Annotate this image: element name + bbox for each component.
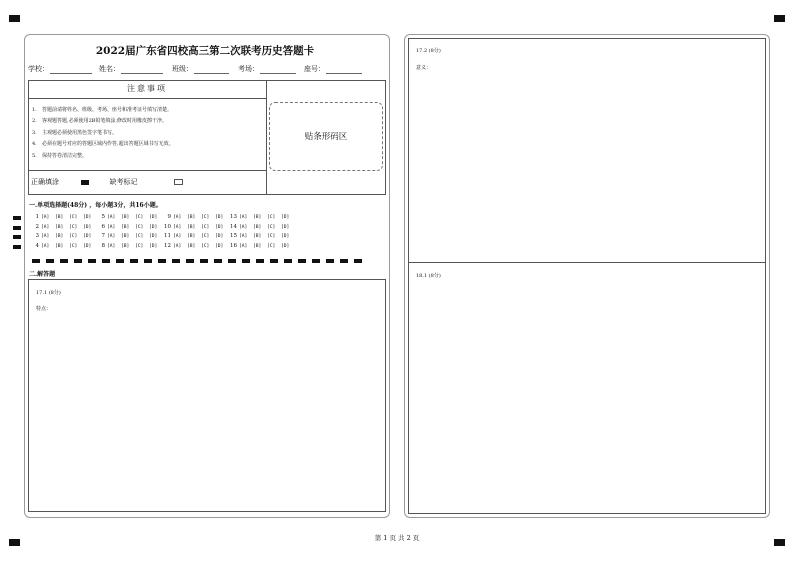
question-number: 16 <box>230 242 237 249</box>
question-number: 10 <box>164 223 171 230</box>
choice-bubble[interactable]: [A] <box>239 224 248 230</box>
question-number: 15 <box>230 233 237 239</box>
choice-bubble[interactable]: [D] <box>215 224 224 230</box>
choice-bubble[interactable]: [B] <box>121 234 130 239</box>
timing-dash <box>284 259 292 263</box>
question-number: 4 <box>35 242 39 249</box>
choice-bubble[interactable]: [A] <box>239 243 248 249</box>
choice-bubble[interactable]: [A] <box>173 224 182 230</box>
choice-bubble[interactable]: [C] <box>135 243 144 249</box>
q17-2-prompt: 意义： <box>416 65 432 71</box>
choice-bubble[interactable]: [C] <box>267 224 276 230</box>
choice-bubble[interactable]: [B] <box>121 224 130 230</box>
choice-bubble[interactable]: [D] <box>281 234 290 239</box>
question-number: 13 <box>230 214 237 220</box>
choice-bubble[interactable]: [D] <box>83 215 92 220</box>
timing-mark <box>13 245 21 249</box>
choice-bubble[interactable]: [A] <box>173 234 182 239</box>
choice-bubble[interactable]: [D] <box>281 243 290 249</box>
choice-question <box>224 243 295 249</box>
timing-track <box>32 259 362 263</box>
choice-bubble[interactable]: [C] <box>69 224 78 230</box>
choice-bubble[interactable]: [B] <box>253 243 262 249</box>
choice-bubble[interactable]: [A] <box>41 215 50 220</box>
choice-bubble[interactable]: [B] <box>55 224 64 230</box>
question-number: 3 <box>35 233 39 239</box>
choice-question <box>158 224 229 230</box>
choice-bubble[interactable]: [D] <box>281 215 290 220</box>
choice-bubble[interactable]: [D] <box>149 243 158 249</box>
choice-bubble[interactable]: [D] <box>215 215 224 220</box>
notice-item: 1. 答题前请将姓名、班级、考场、座号和准考证号填写清楚。 <box>32 107 173 113</box>
choice-bubble[interactable]: [D] <box>149 234 158 239</box>
fill-example-divider <box>28 170 266 171</box>
choice-bubble[interactable]: [D] <box>215 234 224 239</box>
timing-mark <box>13 235 21 239</box>
timing-dash <box>256 259 264 263</box>
timing-dash <box>88 259 96 263</box>
notice-item: 3. 主观题必须使用黑色签字笔书写。 <box>32 129 118 136</box>
question-number: 2 <box>35 223 39 230</box>
choice-grid <box>26 214 366 254</box>
timing-mark <box>13 216 21 220</box>
choice-bubble[interactable]: [D] <box>83 234 92 239</box>
correct-fill-label: 正确填涂 <box>31 178 59 186</box>
choice-question <box>26 214 97 220</box>
choice-bubble[interactable]: [B] <box>55 215 64 220</box>
choice-bubble[interactable]: [C] <box>69 234 78 239</box>
choice-question <box>92 214 163 220</box>
q18-1-label: 18.1 (8分) <box>416 273 441 279</box>
choice-bubble[interactable]: [A] <box>173 243 182 249</box>
choice-bubble[interactable]: [D] <box>281 224 290 230</box>
page-number: 第 1 页 共 2 页 <box>374 534 420 542</box>
choice-bubble[interactable]: [D] <box>149 224 158 230</box>
answer-box-18-1[interactable] <box>408 262 766 514</box>
choice-question <box>26 224 97 230</box>
choice-question <box>158 214 229 220</box>
choice-bubble[interactable]: [B] <box>55 234 64 239</box>
answer-box-17-2[interactable] <box>408 38 766 263</box>
choice-question <box>26 243 97 249</box>
notice-item: 4. 必须在题号对应的答题区域内作答,超出答题区域书写无效。 <box>32 141 174 148</box>
choice-bubble[interactable]: [C] <box>201 234 210 239</box>
choice-question <box>92 233 163 239</box>
notice-item: 5. 保持答卷清洁完整。 <box>32 152 88 159</box>
timing-dash <box>144 259 152 263</box>
choice-bubble[interactable]: [A] <box>41 224 50 230</box>
timing-mark <box>13 226 21 230</box>
class-field[interactable]: 班级： <box>172 64 229 74</box>
choice-bubble[interactable]: [A] <box>173 215 182 220</box>
choice-question <box>224 233 295 239</box>
notice-item: 2. 客观题答题,必须使用2B铅笔填涂,修改时用橡皮擦干净。 <box>32 118 168 125</box>
choice-bubble[interactable]: [B] <box>187 234 196 239</box>
timing-dash <box>326 259 334 263</box>
timing-dash <box>158 259 166 263</box>
timing-dash <box>312 259 320 263</box>
choice-bubble[interactable]: [A] <box>239 234 248 239</box>
registration-mark-top-right <box>774 15 785 22</box>
choice-bubble[interactable]: [C] <box>267 234 276 239</box>
timing-dash <box>354 259 362 263</box>
q17-1-prompt: 特点： <box>36 306 52 312</box>
choice-bubble[interactable]: [C] <box>69 215 78 220</box>
question-number: 8 <box>101 242 105 249</box>
choice-bubble[interactable]: [C] <box>135 224 144 230</box>
absent-label: 缺考标记 <box>109 178 138 186</box>
choice-question <box>158 243 229 249</box>
choice-bubble[interactable]: [A] <box>107 224 116 230</box>
question-number: 7 <box>101 233 105 239</box>
notice-list <box>32 105 174 162</box>
choice-bubble[interactable]: [A] <box>239 215 248 220</box>
choice-question <box>224 224 295 230</box>
timing-dash <box>116 259 124 263</box>
choice-bubble[interactable]: [A] <box>107 215 116 220</box>
choice-bubble[interactable]: [D] <box>215 243 224 249</box>
barcode-area: 贴条形码区 <box>269 102 383 171</box>
timing-dash <box>298 259 306 263</box>
choice-bubble[interactable]: [B] <box>253 215 262 220</box>
question-number: 9 <box>167 214 171 220</box>
choice-section-heading: 一.单项选择题(48分) ，每小题3分，共16小题。 <box>29 202 162 209</box>
question-number: 12 <box>164 242 171 249</box>
choice-bubble[interactable]: [B] <box>55 243 64 249</box>
answer-section-heading: 二.解答题 <box>29 271 56 278</box>
choice-question <box>92 243 163 249</box>
timing-dash <box>102 259 110 263</box>
choice-bubble[interactable]: [D] <box>83 243 92 249</box>
choice-bubble[interactable]: [B] <box>187 215 196 220</box>
choice-bubble[interactable]: [A] <box>41 243 50 249</box>
timing-dash <box>60 259 68 263</box>
question-number: 11 <box>164 233 171 239</box>
choice-question <box>158 233 229 239</box>
choice-question <box>224 214 295 220</box>
timing-dash <box>200 259 208 263</box>
timing-dash <box>242 259 250 263</box>
timing-dash <box>130 259 138 263</box>
timing-dash <box>172 259 180 263</box>
fill-example-row <box>31 177 183 187</box>
timing-dash <box>46 259 54 263</box>
choice-bubble[interactable]: [C] <box>267 215 276 220</box>
exam-room-field[interactable]: 考场： <box>238 64 296 74</box>
choice-question <box>26 233 97 239</box>
choice-question <box>92 224 163 230</box>
notice-title: 注意事项 <box>28 80 266 99</box>
choice-bubble[interactable]: [A] <box>107 243 116 249</box>
seat-number-field[interactable]: 座号： <box>304 64 362 74</box>
choice-bubble[interactable]: [D] <box>83 224 92 230</box>
timing-dash <box>270 259 278 263</box>
question-number: 1 <box>35 214 39 220</box>
school-field[interactable]: 学校： <box>28 64 92 74</box>
choice-bubble[interactable]: [B] <box>121 243 130 249</box>
timing-dash <box>214 259 222 263</box>
answer-box-17-1[interactable] <box>28 279 386 512</box>
q17-1-label: 17.1 (8分) <box>36 290 61 296</box>
question-number: 14 <box>230 223 237 230</box>
timing-dash <box>32 259 40 263</box>
choice-bubble[interactable]: [C] <box>69 243 78 249</box>
choice-bubble[interactable]: [C] <box>201 224 210 230</box>
notice-divider <box>266 80 267 195</box>
choice-bubble[interactable]: [B] <box>253 234 262 239</box>
choice-bubble[interactable]: [B] <box>121 215 130 220</box>
question-number: 5 <box>101 214 105 220</box>
timing-dash <box>186 259 194 263</box>
choice-bubble[interactable]: [C] <box>201 215 210 220</box>
question-number: 6 <box>101 223 105 230</box>
choice-bubble[interactable]: [B] <box>187 243 196 249</box>
name-field[interactable]: 姓名： <box>99 64 163 74</box>
q17-2-label: 17.2 (8分) <box>416 48 441 54</box>
timing-dash <box>74 259 82 263</box>
choice-bubble[interactable]: [C] <box>267 243 276 249</box>
choice-bubble[interactable]: [B] <box>187 224 196 230</box>
choice-bubble[interactable]: [C] <box>135 215 144 220</box>
correct-fill-mark <box>81 180 89 185</box>
choice-bubble[interactable]: [A] <box>41 234 50 239</box>
timing-dash <box>340 259 348 263</box>
choice-bubble[interactable]: [B] <box>253 224 262 230</box>
choice-bubble[interactable]: [C] <box>135 234 144 239</box>
registration-mark-top-left <box>9 15 20 22</box>
choice-bubble[interactable]: [A] <box>107 234 116 239</box>
absent-checkbox[interactable] <box>174 179 183 185</box>
choice-bubble[interactable]: [C] <box>201 243 210 249</box>
choice-bubble[interactable]: [D] <box>149 215 158 220</box>
page-title: 2022届广东省四校高三第二次联考历史答题卡 <box>95 45 315 57</box>
timing-dash <box>228 259 236 263</box>
